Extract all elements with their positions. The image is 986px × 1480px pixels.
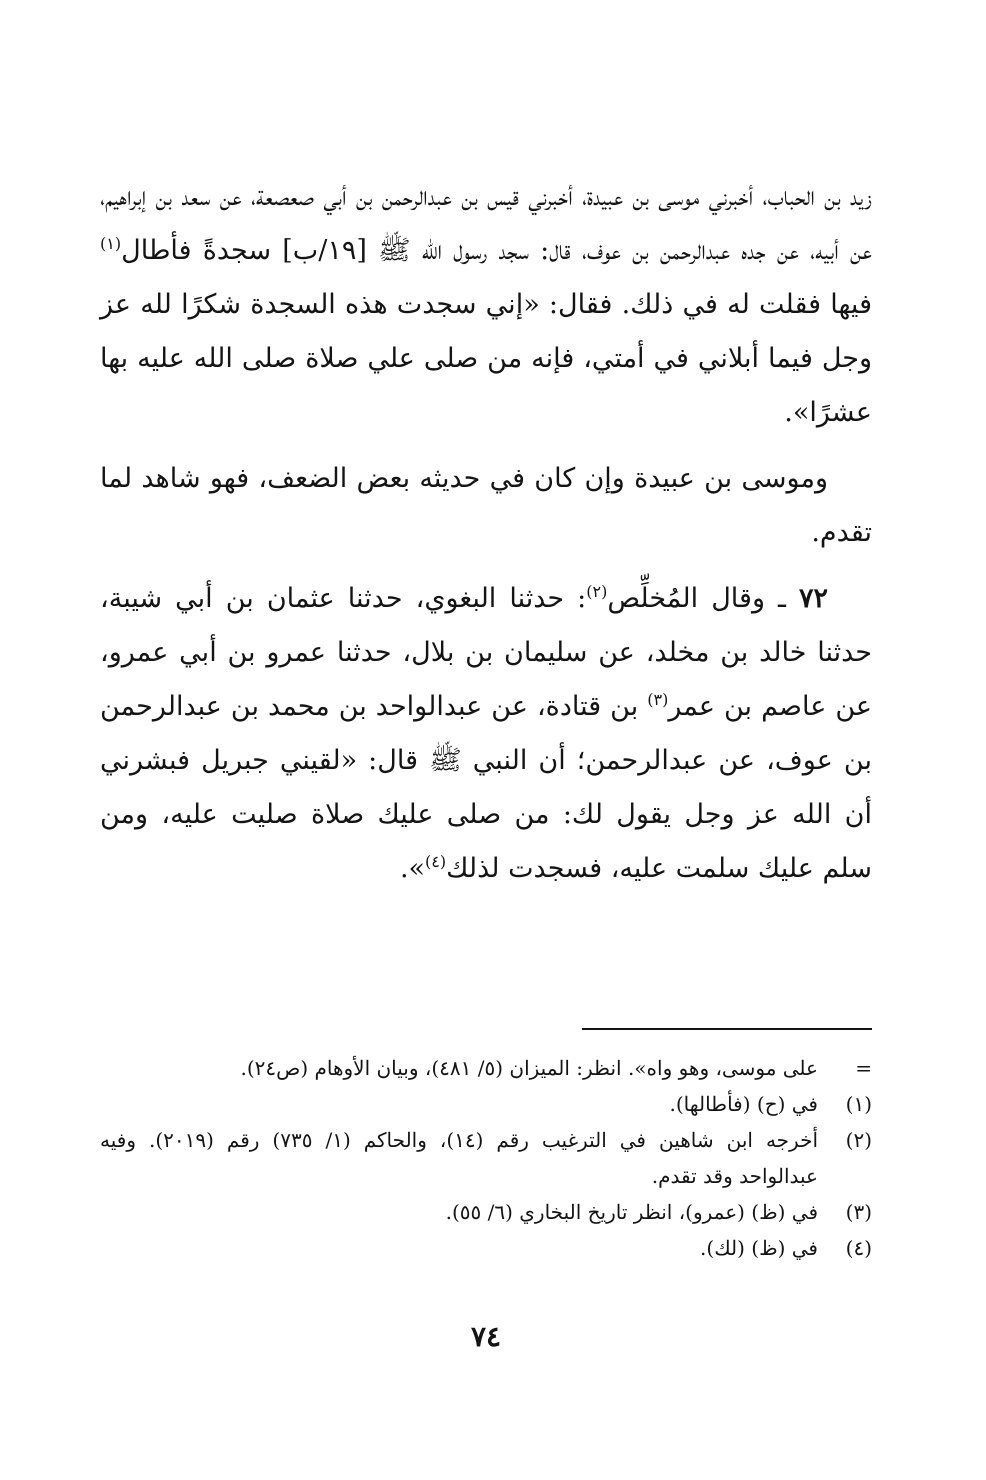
footnote-3 xyxy=(100,1194,872,1230)
main-text xyxy=(100,170,872,896)
footnote-text: في (ظ) (لك). xyxy=(700,1236,818,1260)
book-page xyxy=(100,170,872,1460)
paragraph-3-text-c: بن قتادة، عن عبدالواحد بن محمد بن عبدالرحمن بن عوف، عن عبدالرحمن؛ أن النبي ﷺ قال: «لقيني جبريل فبشرني أن الله عز وجل يقول لك: من صلى عليك صلاة صليت عليه، ومن سلم عليك سلمت عليه، فسجدت لذلك xyxy=(100,691,872,884)
footnote-number: (١) xyxy=(845,1092,872,1116)
footnote-4 xyxy=(100,1230,872,1266)
footnote-continued xyxy=(100,1050,872,1086)
paragraph-2-text: وموسى بن عبيدة وإن كان في حديثه بعض الضعف، فهو شاهد لما تقدم. xyxy=(100,463,872,548)
paragraph-3-text-d: ». xyxy=(399,853,426,884)
footnote-text: أخرجه ابن شاهين في الترغيب رقم (١٤)، والحاكم (١/ ٧٣٥) رقم (٢٠١٩). وفيه عبدالواحد وقد تقدم. xyxy=(100,1128,818,1188)
footnote-number: (٤) xyxy=(845,1236,872,1260)
paragraph-3 xyxy=(100,572,872,896)
footnotes xyxy=(100,1050,872,1266)
footnote-text: على موسى، وهو واه». انظر: الميزان (٥/ ٤٨١)، وبيان الأوهام (ص٢٤). xyxy=(240,1056,818,1080)
paragraph-1 xyxy=(100,170,872,440)
footnote-marker-2: (٢) xyxy=(586,582,608,601)
paragraph-2 xyxy=(100,452,872,560)
footnote-text: في (ح) (فأطالها). xyxy=(669,1092,818,1116)
footnote-marker-1: (١) xyxy=(100,234,122,253)
page-number: ٧٤ xyxy=(470,1320,502,1353)
footnote-text: في (ظ) (عمرو)، انظر تاريخ البخاري (٦/ ٥٥). xyxy=(445,1200,818,1224)
paragraph-3-text-a: ـ وقال المُخلِّص xyxy=(607,583,799,614)
paragraph-1-text: زيد بن الحباب، أخبرني موسى بن عبيدة، أخبرني قيس بن عبدالرحمن بن أبي صعصعة، عن سعد بن إبراهيم، عن أبيه، عن جده عبدالرحمن بن عوف، قال: سجد رسول الله ﷺ [١٩/ب] سجدةً فأطال xyxy=(100,181,872,266)
hadith-number: ٧٢ xyxy=(799,583,829,614)
paragraph-1-continuation: فيها فقلت له في ذلك. فقال: «إني سجدت هذه السجدة شكرًا لله عز وجل فيما أبلاني في أمتي، فإنه من صلى علي صلاة صلى الله عليه بها عشرًا». xyxy=(100,289,872,428)
footnote-number: (٣) xyxy=(845,1200,872,1224)
footnote-separator xyxy=(582,1028,872,1030)
footnote-marker-4: (٤) xyxy=(425,852,447,871)
footnote-2 xyxy=(100,1122,872,1194)
paragraph-3-text-b: : حدثنا البغوي، حدثنا عثمان بن أبي شيبة، حدثنا خالد بن مخلد، عن سليمان بن بلال، حدثنا عمرو بن أبي عمرو، عن عاصم بن عمر xyxy=(100,583,872,722)
footnote-number: (٢) xyxy=(845,1128,872,1152)
footnote-1 xyxy=(100,1086,872,1122)
footnote-number: = xyxy=(855,1056,872,1080)
footnote-marker-3: (٣) xyxy=(647,690,669,709)
